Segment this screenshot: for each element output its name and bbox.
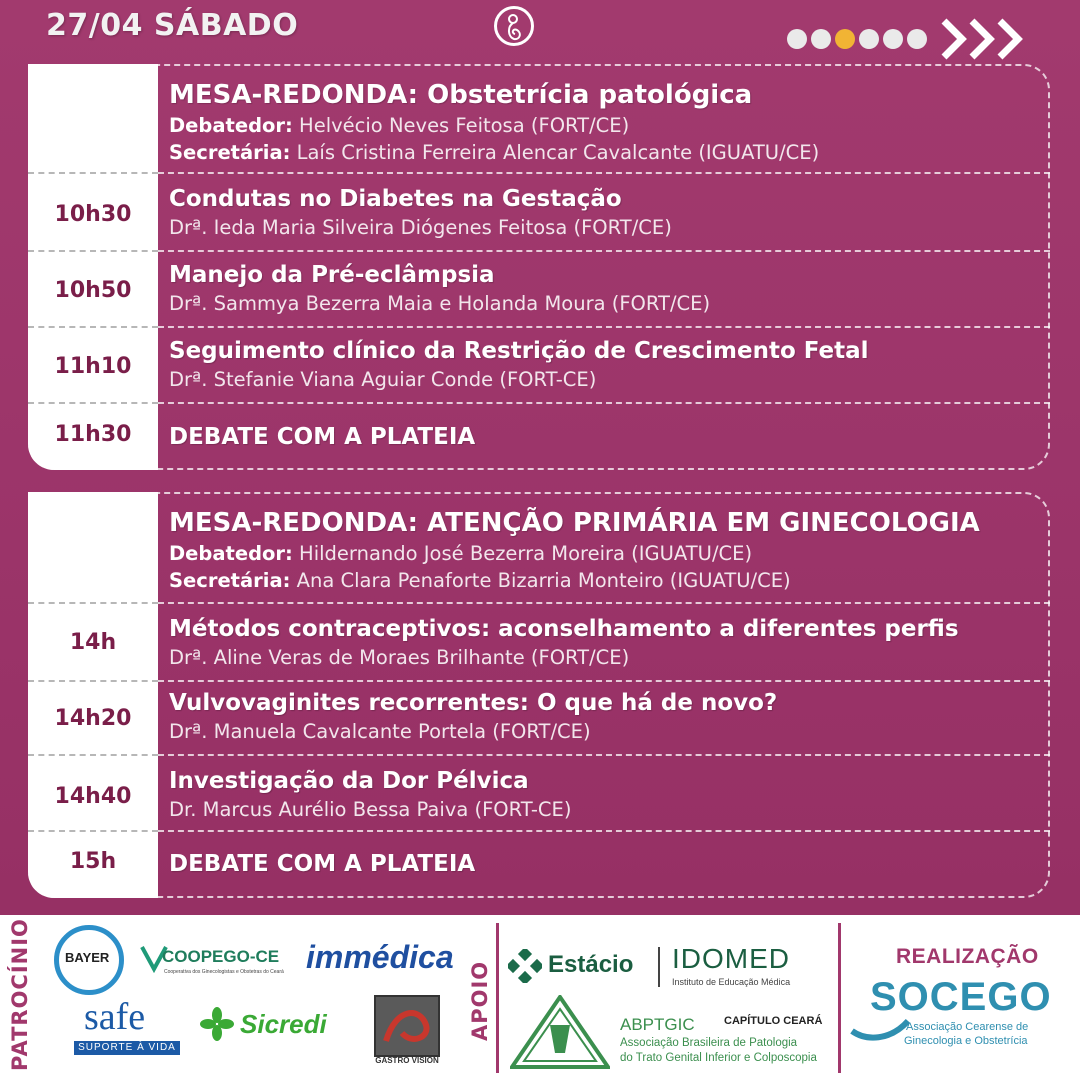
schedule-block-afternoon: [28, 492, 1050, 898]
schedule-row: [28, 832, 1050, 898]
page-dot[interactable]: [907, 29, 927, 49]
page-dot[interactable]: [787, 29, 807, 49]
footer-divider: [838, 923, 841, 1073]
sicredi-logo: [200, 1007, 350, 1047]
idomed-caption: Instituto de Educação Médica: [672, 977, 791, 987]
secretary-line: Secretária: Laís Cristina Ferreira Alencar Cavalcante (IGUATU/CE): [169, 141, 820, 164]
abptgic-triangle-icon: [510, 995, 610, 1069]
abptgic-logo: [620, 1015, 834, 1071]
session-header-row: [28, 492, 1050, 604]
bayer-logo-text: BAYER: [65, 950, 110, 965]
time-label: 14h: [69, 630, 117, 655]
realizacao-label: REALIZAÇÃO: [896, 945, 1039, 968]
socego-caption-2: Ginecologia e Obstetrícia: [904, 1035, 1028, 1047]
schedule-row: [28, 756, 1050, 832]
talk-title: Vulvovaginites recorrentes: O que há de novo?: [169, 690, 778, 716]
talk-title: Manejo da Pré-eclâmpsia: [169, 262, 495, 288]
estacio-logo: [508, 949, 648, 985]
capitulo-ceara-text: CAPÍTULO CEARÁ: [724, 1015, 823, 1027]
talk-title: DEBATE COM A PLATEIA: [169, 424, 476, 450]
page-dot[interactable]: [883, 29, 903, 49]
secretary-line: Secretária: Ana Clara Penaforte Bizarria Monteiro (IGUATU/CE): [169, 569, 791, 592]
speaker-name: Dr. Marcus Aurélio Bessa Paiva (FORT-CE): [169, 798, 572, 821]
time-label: 14h20: [54, 706, 132, 731]
idomed-logo-text: IDOMED: [672, 943, 790, 974]
speaker-name: Drª. Sammya Bezerra Maia e Holanda Moura (FORT/CE): [169, 292, 711, 315]
speaker-name: Drª. Ieda Maria Silveira Diógenes Feitosa (FORT/CE): [169, 216, 672, 239]
abptgic-caption-1: Associação Brasileira de Patologia: [620, 1037, 798, 1049]
patrocinio-label: PATROCÍNIO: [8, 918, 32, 1071]
time-label: 10h30: [54, 202, 132, 227]
sicredi-logo-text: Sicredi: [240, 1009, 327, 1039]
schedule-row: [28, 252, 1050, 328]
time-label: 10h50: [54, 278, 132, 303]
gastro-vision-logo: [374, 995, 440, 1073]
footer-sponsors: [0, 915, 1080, 1080]
speaker-name: Drª. Aline Veras de Moraes Brilhante (FORT/CE): [169, 646, 630, 669]
talk-title: Investigação da Dor Pélvica: [169, 768, 529, 794]
pregnancy-logo-icon: [494, 6, 534, 46]
footer-divider: [496, 923, 499, 1073]
abptgic-caption-2: do Trato Genital Inferior e Colposcopia: [620, 1052, 817, 1064]
estacio-logo-text: Estácio: [548, 951, 634, 978]
schedule-row: [28, 682, 1050, 756]
talk-title: DEBATE COM A PLATEIA: [169, 851, 476, 877]
coopego-logo-text: COOPEGO-CE: [162, 947, 280, 966]
moderator-line: Debatedor: Hildernando José Bezerra Moreira (IGUATU/CE): [169, 542, 753, 565]
session-title: MESA-REDONDA: Obstetrícia patológica: [169, 80, 753, 110]
page-title: 27/04 SÁBADO: [46, 8, 299, 43]
speaker-name: Drª. Stefanie Viana Aguiar Conde (FORT-CE): [169, 368, 597, 391]
sicredi-icon: [200, 1007, 234, 1041]
schedule-row: [28, 328, 1050, 404]
safe-logo-text: safe: [84, 996, 146, 1038]
session-title: MESA-REDONDA: ATENÇÃO PRIMÁRIA EM GINECOLOGIA: [169, 508, 980, 538]
abptgic-logo-text: ABPTGIC: [620, 1015, 695, 1034]
schedule-row: [28, 404, 1050, 470]
talk-title: Condutas no Diabetes na Gestação: [169, 186, 622, 212]
immedica-logo: [306, 939, 454, 979]
logo-separator: [658, 947, 660, 987]
time-label: 11h10: [54, 354, 132, 379]
schedule-row: [28, 604, 1050, 682]
estacio-icon: [508, 949, 542, 983]
talk-title: Seguimento clínico da Restrição de Crescimento Fetal: [169, 338, 869, 364]
apoio-label: APOIO: [468, 960, 492, 1041]
speaker-name: Drª. Manuela Cavalcante Portela (FORT/CE): [169, 720, 591, 743]
gastro-vision-text: GASTRO VISION: [375, 1056, 439, 1065]
schedule-row: [28, 174, 1050, 252]
gastro-vision-icon: [374, 995, 440, 1057]
chevron-right-icon[interactable]: [940, 17, 1030, 61]
time-label: 15h: [69, 849, 117, 874]
socego-logo-text: SOCEGO: [870, 975, 1052, 1019]
socego-logo: [850, 975, 1070, 1059]
page-dot[interactable]: [811, 29, 831, 49]
time-label: 14h40: [54, 784, 132, 809]
bayer-logo: [54, 925, 124, 995]
page-dot-active[interactable]: [835, 29, 855, 49]
page-dot[interactable]: [859, 29, 879, 49]
moderator-line: Debatedor: Helvécio Neves Feitosa (FORT/CE): [169, 114, 630, 137]
coopego-logo: [140, 941, 288, 981]
idomed-logo: [672, 943, 812, 993]
session-header-row: [28, 64, 1050, 174]
time-label: 11h30: [54, 422, 132, 447]
safe-logo: [74, 996, 180, 1059]
pagination-dots: [787, 28, 927, 50]
immedica-logo-text: immédica: [306, 939, 454, 975]
talk-title: Métodos contraceptivos: aconselhamento a diferentes perfis: [169, 616, 959, 642]
schedule-block-morning: [28, 64, 1050, 470]
safe-caption: SUPORTE À VIDA: [74, 1041, 180, 1055]
coopego-caption: Cooperativa dos Ginecologistas e Obstetras do Ceará: [164, 969, 284, 975]
socego-caption-1: Associação Cearense de: [906, 1021, 1029, 1033]
